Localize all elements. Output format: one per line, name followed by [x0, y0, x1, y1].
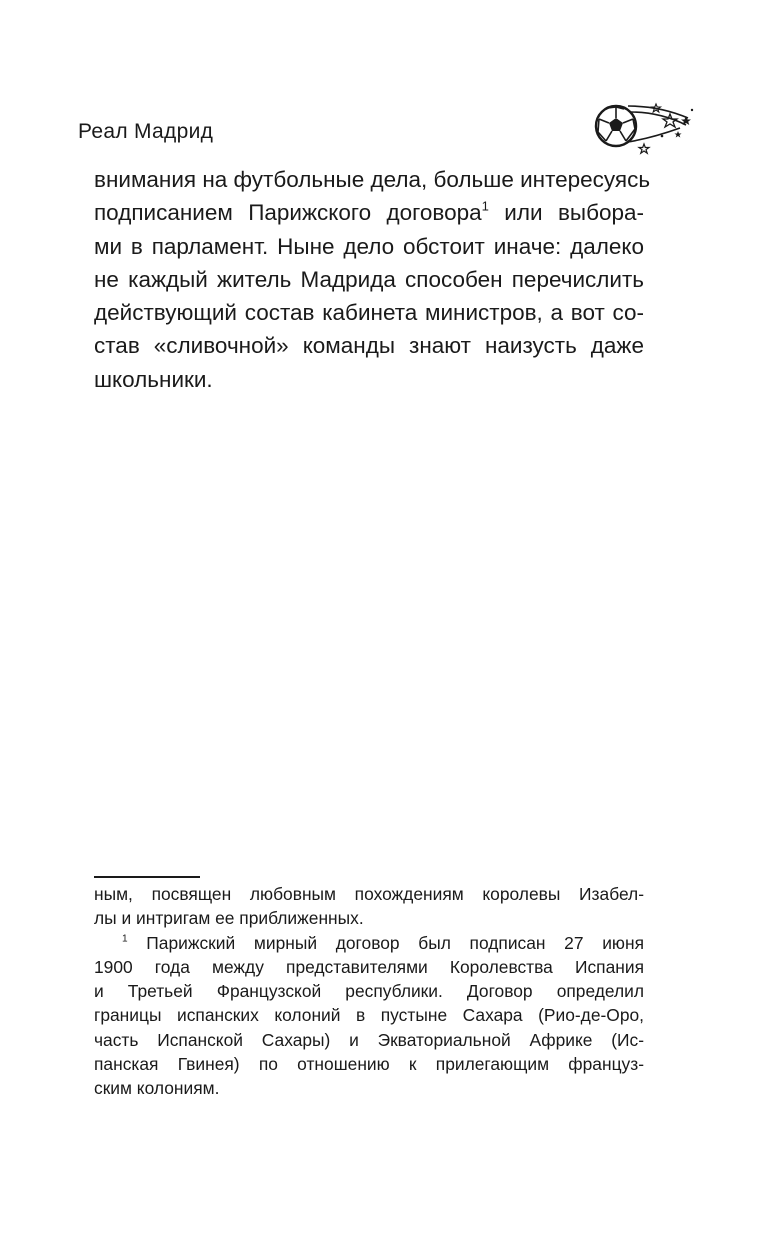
body-line: став «сливочной» команды знают наизусть даже [94, 333, 644, 359]
body-line-part: или выбора- [504, 200, 644, 226]
footnote-line: 1900 года между представителями Королевства Испания [94, 956, 644, 977]
body-line: действующий состав кабинета министров, а вот со- [94, 300, 644, 326]
body-line: ми в парламент. Ныне дело обстоит иначе: далеко [94, 233, 644, 259]
footnote-reference[interactable]: 1 [481, 198, 489, 214]
body-line: школьники. [94, 366, 213, 392]
footnote-separator [94, 876, 200, 878]
footnote-line: ным, посвящен любовным похождениям королевы Изабел- [94, 884, 644, 904]
footnote-line: лы и интригам ее приближенных. [94, 908, 364, 929]
footnote-line: панская Гвинея) по отношению к прилегающим француз- [94, 1054, 644, 1075]
soccer-ball-stars-icon [590, 98, 696, 156]
body-line [94, 196, 644, 229]
footnote-line: границы испанских колоний в пустыне Сахара (Рио-де-Оро, [94, 1005, 644, 1026]
footnote-line-part: Парижский мирный договор был подписан 27 июня [146, 932, 644, 953]
body-line: внимания на футбольные дела, больше интересуясь [94, 167, 651, 192]
footnote-line: ским колониям. [94, 1078, 220, 1099]
footnote-line [94, 931, 644, 955]
body-line-part: подписанием Парижского договора [94, 200, 482, 226]
body-line: не каждый житель Мадрида способен перечислить [94, 266, 644, 292]
footnote-line: и Третьей Французской республики. Договор определил [94, 981, 644, 1002]
body-paragraph [94, 163, 651, 396]
footnote-line: часть Испанской Сахары) и Экваториальной Африке (Ис- [94, 1029, 644, 1050]
footnote-marker: 1 [122, 933, 128, 945]
footnotes [94, 882, 644, 1101]
running-title: Реал Мадрид [78, 120, 214, 143]
